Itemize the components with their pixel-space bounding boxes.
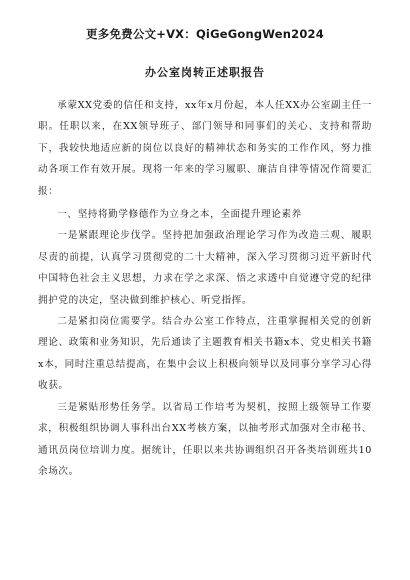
body-paragraph-position: 二是紧扣岗位需要学。结合办公室工作特点，注重掌握相关党的创新理论、政策和业务知识，先后通读了主题教育相关书籍x本、党史相关书籍x本，同时注重总结提高，在集中会议上积极向领导以及同事分享学习心得收获。	[38, 316, 372, 392]
body-paragraph-theory: 一是紧跟理论步伐学。坚持把加强政治理论学习作为改造三观、履职尽责的前提，认真学习贯彻党的二十大精神，深入学习贯彻习近平新时代中国特色社会主义思想，力求在学之求深、悟之求透中自觉遵守党的纪律拥护党的决定，坚决做到维护核心、听党指挥。	[38, 230, 372, 306]
document-title: 办公室岗转正述职报告	[145, 66, 265, 79]
body-paragraph-situation: 三是紧贴形势任务学。以省局工作培考为契机，按照上级领导工作要求，积极组织协调人事科出台XX考核方案，以抽考形式加强对全市秘书、通讯员岗位培训力度。据统计，任职以来共协调组织召开各类培训班共10余场次。	[38, 401, 372, 477]
intro-paragraph: 承蒙XX党委的信任和支持，xx年x月份起，本人任XX办公室副主任一职。任职以来，在XX领导班子、部门领导和同事们的关心、支持和帮助下，我较快地适应新的岗位以良好的精神状态和务实的工作作风，努力推动各项工作有效开展。现将一年来的学习履职、廉洁自律等情况作简要汇报：	[38, 100, 372, 197]
promo-banner: 更多免费公文+VX：QiGeGongWen2024	[86, 27, 324, 41]
section-heading-1: 一、坚持将勤学修德作为立身之本，全面提升理论素养	[57, 209, 302, 221]
